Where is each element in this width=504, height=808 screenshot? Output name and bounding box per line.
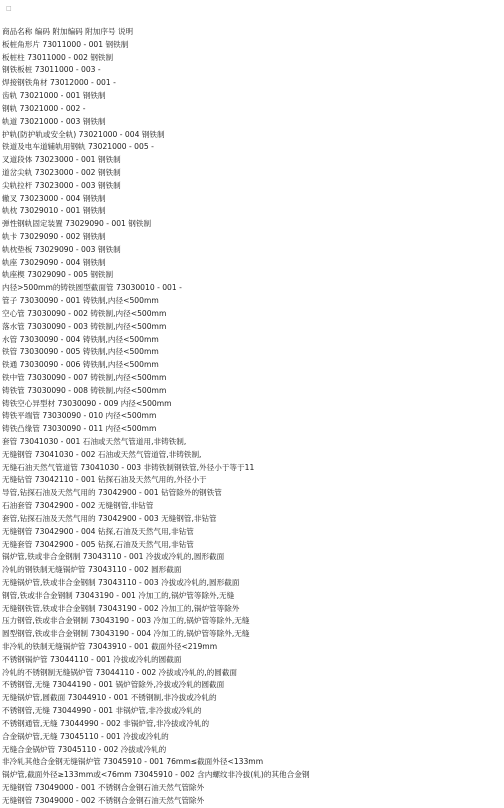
text-line: 非冷轧其他合金钢无缝锅炉管 73045910 - 001 76mm≤截面外径<133mm <box>2 757 264 767</box>
text-line: 铸铁管 73030090 - 008 铸铁制,内径<500mm <box>2 385 167 395</box>
text-line: 非冷轧的铁制无缝锅炉管 73043910 - 001 截面外径<219mm <box>2 642 218 651</box>
text-line: 尖轨拉杆 73023000 - 003 钢铁制 <box>2 180 121 190</box>
text-line: 锅炉管,截面外径≥133mm或<76mm 73045910 - 002 含内螺纹非冷拔(轧)的其他合金钢 <box>2 770 310 780</box>
text-line: 护轨(防护轨或安全轨) 73021000 - 004 钢铁制 <box>2 129 165 139</box>
text-line: 无缝锅炉管,圆截面 73044910 - 001 不锈钢制,非冷拔或冷轧的 <box>2 693 217 703</box>
text-line: 辙叉 73023000 - 004 钢铁制 <box>2 193 106 203</box>
text-line: 空心管 73030090 - 002 铸铁制,内径<500mm <box>2 308 167 318</box>
text-line: 铸铁凸缘管 73030090 - 011 内径<500mm <box>2 424 157 434</box>
text-line: 无缝钢管 73049000 - 002 不锈钢合金钢石油天然气管除外 <box>2 795 205 805</box>
text-line: 无缝套管 73042900 - 005 钻探,石油及天然气用,非钻管 <box>2 539 194 549</box>
text-line: 弹性钢轨固定装置 73029090 - 001 钢铁制 <box>2 219 152 229</box>
text-line: 冷轧的钢铁制无缝锅炉管 73043110 - 002 圆形截面 <box>2 565 182 575</box>
text-line: 无缝钢铁管,铁或非合金钢制 73043190 - 002 冷加工的,锅炉管等除外 <box>2 603 240 613</box>
text-line: 冷轧的不锈钢制无缝锅炉管 73044110 - 002 冷拔或冷轧的,的圆截面 <box>2 667 238 677</box>
text-line: 铁道及电车道辅轨用钢轨 73021000 - 005 - <box>2 142 154 152</box>
text-line: 导管,钻探石油及天然气用的 73042900 - 001 钻管除外的钢铁管 <box>2 488 222 498</box>
text-line: 石油套管 73042900 - 002 无缝钢管,非钻管 <box>2 501 154 511</box>
text-line: 焊接钢铁角材 73012000 - 001 - <box>2 78 116 88</box>
text-line: 压力钢管,铁或非合金钢制 73043190 - 003 冷加工的,锅炉管等除外,无缝 <box>2 616 250 626</box>
text-line: 无缝合金锅炉管 73045110 - 002 冷拔或冷轧的 <box>2 744 167 754</box>
text-line: 齿轨 73021000 - 001 钢铁制 <box>2 91 106 101</box>
text-line: 轨座 73029090 - 004 钢铁制 <box>2 257 106 267</box>
text-line: 钢轨 73021000 - 002 - <box>2 103 86 113</box>
text-line: 内径>500mm的铸铁圆型截面管 73030010 - 001 - <box>2 283 182 293</box>
text-line: 板桩柱 73011000 - 002 钢铁制 <box>2 52 114 62</box>
text-line: 无缝锅炉管,铁或非合金钢制 73043110 - 003 冷拔或冷轧的,圆形截面 <box>2 577 240 587</box>
text-line: 轨枕垫板 73029090 - 003 钢铁制 <box>2 244 121 254</box>
text-line: 锅炉管,铁或非合金钢制 73043110 - 001 冷拔或冷轧的,圆形截面 <box>2 552 225 562</box>
text-line: 管子 73030090 - 001 铸铁制,内径<500mm <box>2 296 159 306</box>
text-line: 铁中管 73030090 - 007 铸铁制,内径<500mm <box>2 372 167 382</box>
text-line: 轨枕 73029010 - 001 钢铁制 <box>2 206 106 216</box>
text-line: 水管 73030090 - 004 铸铁制,内径<500mm <box>2 334 159 344</box>
text-line: 套管 73041030 - 001 石油或天然气管道用,非铸铁制, <box>2 437 187 446</box>
text-line: 铸铁平端管 73030090 - 010 内径<500mm <box>2 411 157 421</box>
text-line: 铁管 73030090 - 005 铸铁制,内径<500mm <box>2 347 159 357</box>
text-line: 钢管,铁或非合金钢制 73043190 - 001 冷加工的,锅炉管等除外,无缝 <box>2 590 235 600</box>
text-line: 轨道 73021000 - 003 钢铁制 <box>2 116 106 126</box>
text-line: 套管,钻探石油及天然气用的 73042900 - 003 无缝钢管,非钻管 <box>2 513 217 523</box>
text-line: 无缝钢管 73042900 - 004 钻探,石油及天然气用,非钻管 <box>2 526 194 536</box>
text-line: 落水管 73030090 - 003 铸铁制,内径<500mm <box>2 321 167 331</box>
text-line: 无缝钢管 73049000 - 001 不锈钢合金钢石油天然气管除外 <box>2 782 205 792</box>
text-line: 板桩角形片 73011000 - 001 钢铁制 <box>2 39 129 49</box>
text-line: 无缝钻管 73042110 - 001 钻探石油及天然气用的,外径小于 <box>2 475 207 485</box>
text-line: 铸铁空心异型材 73030090 - 009 内径<500mm <box>2 398 172 408</box>
text-line: 无缝钢管 73041030 - 002 石油或天然气管道管,非铸铁制, <box>2 449 202 459</box>
text-lines <box>2 26 500 808</box>
text-line: 钢铁板桩 73011000 - 003 - <box>2 65 101 75</box>
text-line: 铁通 73030090 - 006 铸铁制,内径<500mm <box>2 360 159 370</box>
text-line: 轨座楔 73029090 - 005 钢铁制 <box>2 270 114 280</box>
corner-mark: □ <box>6 5 12 12</box>
text-line: 叉道段体 73023000 - 001 钢铁制 <box>2 155 121 165</box>
text-line: 不锈钢通管,无缝 73044990 - 002 非锅炉管,非冷拔或冷轧的 <box>2 718 210 728</box>
text-line: 圆型钢管,铁或非合金钢制 73043190 - 004 冷加工的,锅炉管等除外,无缝 <box>2 629 250 639</box>
text-line: 轨卡 73029090 - 002 钢铁制 <box>2 232 106 241</box>
text-line: 无缝石油天然气管道管 73041030 - 003 非铸铁制钢铁管,外径小于等于11 <box>2 462 255 472</box>
text-line: 道岔尖轨 73023000 - 002 钢铁制 <box>2 167 121 177</box>
text-line: 不锈钢管,无缝 73044990 - 001 非锅炉管,非冷拔或冷轧的 <box>2 706 202 716</box>
text-line: 合金锅炉管,无缝 73045110 - 001 冷拔或冷轧的 <box>2 731 169 741</box>
header-line: 商品名称 编码 附加编码 附加序号 说明 <box>2 27 134 36</box>
text-line: 不锈钢管,无缝 73044190 - 001 锅炉管除外,冷拔或冷轧的圆截面 <box>2 680 225 690</box>
text-line: 不锈钢锅炉管 73044110 - 001 冷拔或冷轧的圆截面 <box>2 654 182 664</box>
